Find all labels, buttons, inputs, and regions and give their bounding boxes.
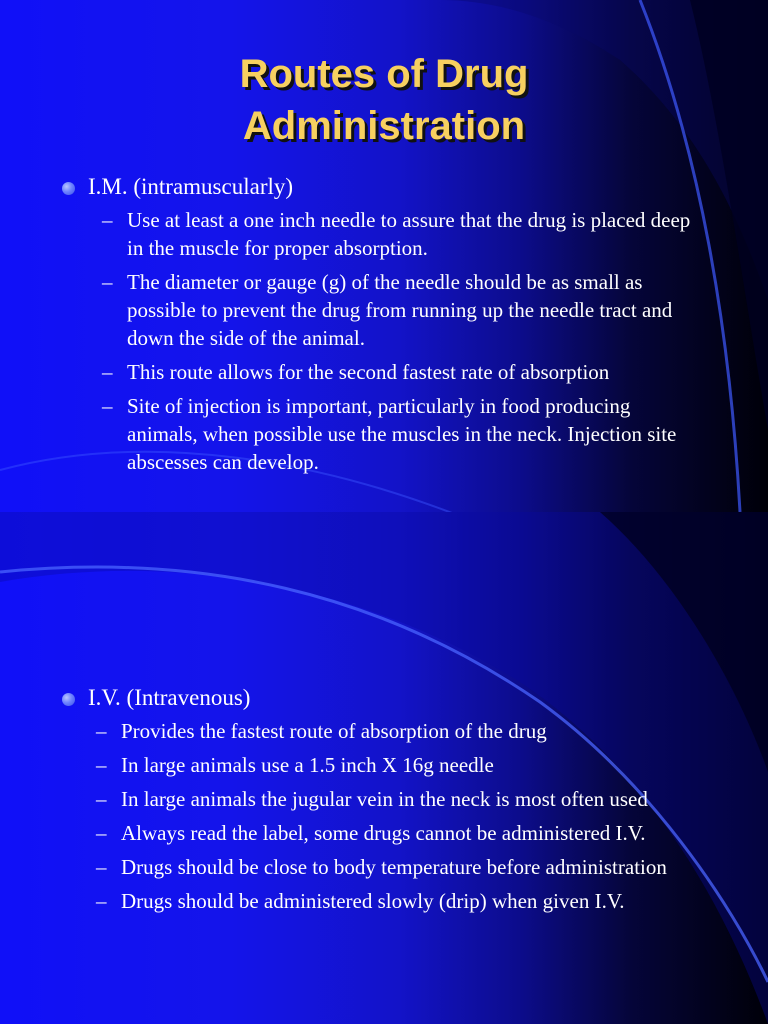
list-item: – Provides the fastest route of absorption of the drug <box>96 719 547 743</box>
dash-icon: – <box>96 821 107 845</box>
dash-icon: – <box>96 855 107 879</box>
dash-icon: – <box>102 360 113 384</box>
dash-icon: – <box>102 270 113 294</box>
slide-title <box>0 48 768 152</box>
dash-icon: – <box>102 394 113 418</box>
list-item: – In large animals the jugular vein in the neck is most often used <box>96 787 648 811</box>
list-item: – Drugs should be administered slowly (drip) when given I.V. <box>96 889 625 913</box>
iv-subitems <box>96 717 696 915</box>
list-item: – Site of injection is important, particularly in food producing animals, when possible use the muscles in the neck. Injection site abscesses can develop. <box>102 394 677 474</box>
dash-icon: – <box>96 719 107 743</box>
bullet-label: I.M. (intramuscularly) <box>88 174 294 199</box>
list-item: – Drugs should be close to body temperature before administration <box>96 855 667 879</box>
dash-icon: – <box>96 787 107 811</box>
title-line-2: Administration <box>242 104 526 148</box>
list-item: – Use at least a one inch needle to assure that the drug is placed deep in the muscle for proper absorption. <box>102 208 691 260</box>
list-item: – The diameter or gauge (g) of the needle should be as small as possible to prevent the drug from running up the needle tract and down the side of the animal. <box>102 270 673 350</box>
list-item: – This route allows for the second fastest rate of absorption <box>102 360 610 384</box>
dash-icon: – <box>96 753 107 777</box>
im-subitems <box>102 206 696 476</box>
title-line-1: Routes of Drug <box>239 52 529 96</box>
slide-content <box>62 172 696 482</box>
bullet-label: I.V. (Intravenous) <box>88 685 251 710</box>
slide-content <box>62 683 696 921</box>
dash-icon: – <box>96 889 107 913</box>
dash-icon: – <box>102 208 113 232</box>
bullet-dot-icon <box>62 693 75 706</box>
bullet-dot-icon <box>62 182 75 195</box>
list-item: – In large animals use a 1.5 inch X 16g needle <box>96 753 494 777</box>
bullet-iv <box>62 683 696 713</box>
slide-iv <box>0 512 768 1024</box>
list-item: – Always read the label, some drugs cannot be administered I.V. <box>96 821 646 845</box>
bullet-im <box>62 172 696 202</box>
